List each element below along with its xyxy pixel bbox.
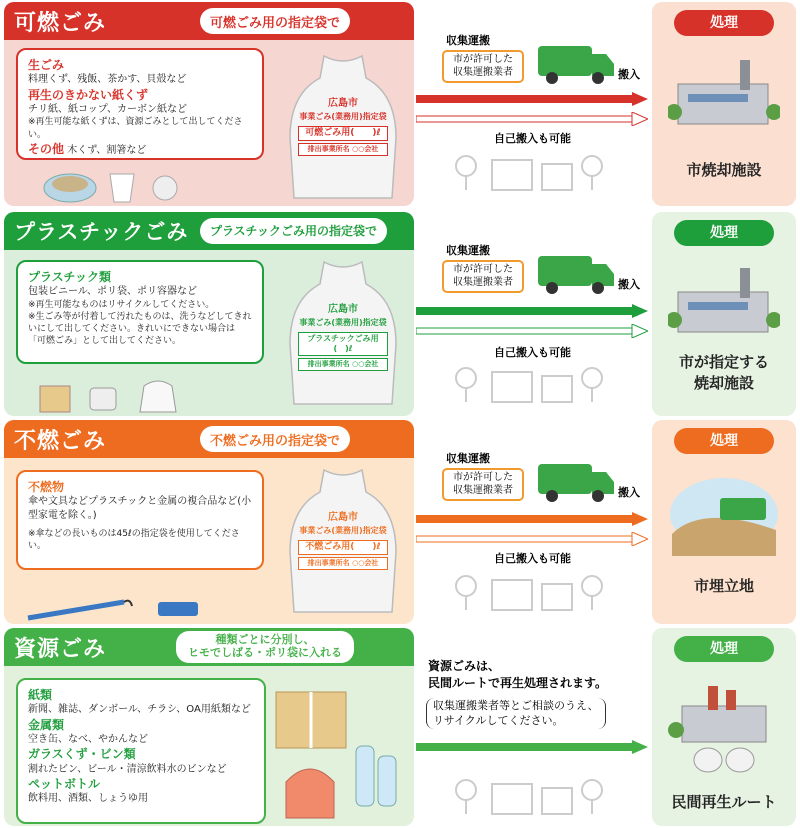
resource-route-note: 収集運搬業者等とご相談のうえ、 リサイクルしてください。 <box>426 698 606 729</box>
noncombustible-bag-note: 不燃ごみ用の指定袋で <box>200 426 350 452</box>
noncombustible-bag <box>284 466 402 616</box>
townscape-icon <box>452 570 632 614</box>
permit-box: 市が許可した 収集運搬業者 <box>442 50 524 83</box>
bag-kind: 不燃ごみ用( )ℓ <box>298 540 388 555</box>
item-note: ※再生可能な紙くずは、資源ごみとして出してください。 <box>28 117 243 140</box>
incinerator-icon <box>668 262 780 338</box>
arrow-right-outline-icon <box>416 532 648 546</box>
bag-city: 広島市 <box>328 98 358 109</box>
combustible-bag-note: 可燃ごみ用の指定袋で <box>200 8 350 34</box>
item-desc: 料理くず、残飯、茶かす、貝殻など <box>28 74 187 86</box>
item-desc: 空き缶、なべ、やかんなど <box>28 733 148 745</box>
combustible-panel <box>4 2 414 206</box>
facility-name: 市が指定する 焼却施設 <box>678 353 769 392</box>
resource-flow <box>416 626 648 828</box>
incinerator-icon <box>668 54 780 130</box>
bag-label <box>298 512 388 570</box>
combustible-title: 可燃ごみ <box>14 11 107 36</box>
townscape-icon <box>452 362 632 406</box>
bag-city: 広島市 <box>328 512 358 523</box>
item-category: ガラスくず・ビン類 <box>28 747 136 762</box>
treatment-label: 処理 <box>674 10 774 36</box>
bag-owner: 排出事業所名 ○○会社 <box>298 358 388 371</box>
item-desc: 木くず、割箸など <box>67 144 147 156</box>
item-note: ※再生可能なものはリサイクルしてください。 <box>28 299 215 310</box>
combustible-header <box>4 2 414 40</box>
bag-type: 事業ごみ(業務用)指定袋 <box>299 317 387 327</box>
transport-label: 収集運搬 <box>446 34 490 47</box>
bag-type: 事業ごみ(業務用)指定袋 <box>299 111 387 121</box>
item-desc: 包装ビニール、ポリ袋、ポリ容器など <box>28 286 197 298</box>
resource-treatment <box>652 628 796 826</box>
arrow-right-icon <box>416 740 648 754</box>
plastic-items-icon <box>34 376 194 416</box>
item-category: プラスチック類 <box>28 270 112 284</box>
item-note: ※傘などの長いものは45ℓの指定袋を使用してください。 <box>28 529 240 552</box>
self-carry-label: 自己搬入も可能 <box>494 346 571 359</box>
plastic-header <box>4 212 414 250</box>
plastic-bag <box>284 258 402 408</box>
plastic-panel <box>4 212 414 416</box>
bag-kind: 可燃ごみ用( )ℓ <box>298 126 388 141</box>
plastic-bag-note: プラスチックごみ用の指定袋で <box>200 218 387 244</box>
garbage-truck-icon <box>536 458 616 504</box>
arrow-right-icon <box>416 92 648 106</box>
garbage-truck-icon <box>536 40 616 86</box>
noncombustible-treatment <box>652 420 796 624</box>
noncombustible-title: 不燃ごみ <box>14 429 107 454</box>
noncombustible-header <box>4 420 414 458</box>
item-category: その他 <box>28 141 65 156</box>
carry-in-label: 搬入 <box>618 486 640 499</box>
section-plastic <box>0 210 800 418</box>
item-category: 金属類 <box>28 717 65 732</box>
townscape-icon <box>452 150 632 194</box>
plastic-treatment <box>652 212 796 416</box>
treatment-label: 処理 <box>674 220 774 246</box>
transport-label: 収集運搬 <box>446 244 490 257</box>
noncombustible-items-bubble <box>16 470 264 570</box>
recyclables-icon <box>266 686 406 826</box>
item-category: ペットボトル <box>28 777 101 792</box>
item-category: 生ごみ <box>28 58 65 72</box>
townscape-icon <box>452 774 632 818</box>
item-category: 再生のきかない紙くず <box>28 87 149 102</box>
plastic-flow <box>416 210 648 418</box>
self-carry-label: 自己搬入も可能 <box>494 552 571 565</box>
landfill-icon <box>668 474 780 560</box>
bag-owner: 排出事業所名 ○○会社 <box>298 143 388 156</box>
resource-header <box>4 628 414 666</box>
resource-items-bubble <box>16 678 266 824</box>
food-waste-icon <box>40 166 200 206</box>
recycling-plant-icon <box>668 680 780 776</box>
carry-in-label: 搬入 <box>618 278 640 291</box>
item-category: 紙類 <box>28 688 53 702</box>
item-desc: 新聞、雑誌、ダンボール、チラシ、OA用紙類など <box>28 704 251 716</box>
item-category: 不燃物 <box>28 480 65 494</box>
combustible-items-bubble <box>16 48 264 160</box>
item-note: ※生ごみ等が付着して汚れたものは、洗うなどしてきれいにして出してください。きれいにできない場合は「可燃ごみ」として出してください。 <box>28 311 252 347</box>
resource-title: 資源ごみ <box>14 637 107 662</box>
combustible-flow <box>416 0 648 210</box>
treatment-label: 処理 <box>674 428 774 454</box>
permit-box: 市が許可した 収集運搬業者 <box>442 260 524 293</box>
bag-type: 事業ごみ(業務用)指定袋 <box>299 525 387 535</box>
resource-bag-note: 種類ごとに分別し、 ヒモでしばる・ポリ袋に入れる <box>176 631 354 663</box>
bag-label <box>298 304 388 371</box>
carry-in-label: 搬入 <box>618 68 640 81</box>
bag-label <box>298 98 388 156</box>
item-desc: チリ紙、紙コップ、カーボン紙など <box>28 103 187 115</box>
item-desc: 割れたビン、ビール・清涼飲料水のビンなど <box>28 763 227 775</box>
arrow-right-outline-icon <box>416 324 648 338</box>
self-carry-label: 自己搬入も可能 <box>494 132 571 145</box>
bag-kind: プラスチックごみ用( )ℓ <box>298 332 388 356</box>
section-resource <box>0 626 800 828</box>
noncombustible-flow <box>416 418 648 626</box>
item-desc: 傘や文具などプラスチックと金属の複合品など(小型家電を除く。) <box>28 496 252 521</box>
bag-owner: 排出事業所名 ○○会社 <box>298 557 388 570</box>
resource-panel <box>4 628 414 826</box>
plastic-items-bubble <box>16 260 264 364</box>
treatment-label: 処理 <box>674 636 774 662</box>
arrow-right-icon <box>416 304 648 318</box>
bag-city: 広島市 <box>328 304 358 315</box>
umbrella-stapler-icon <box>24 588 224 624</box>
arrow-right-icon <box>416 512 648 526</box>
transport-label: 収集運搬 <box>446 452 490 465</box>
item-desc: 飲料用、酒類、しょうゆ用 <box>28 793 148 805</box>
facility-name: 民間再生ルート <box>671 793 777 811</box>
combustible-bag <box>284 52 402 202</box>
plastic-title: プラスチックごみ <box>14 220 189 244</box>
section-combustible <box>0 0 800 210</box>
combustible-treatment <box>652 2 796 206</box>
garbage-truck-icon <box>536 250 616 296</box>
permit-box: 市が許可した 収集運搬業者 <box>442 468 524 501</box>
facility-name: 市埋立地 <box>693 577 754 595</box>
facility-name: 市焼却施設 <box>686 161 762 179</box>
arrow-right-outline-icon <box>416 112 648 126</box>
noncombustible-panel <box>4 420 414 624</box>
section-noncombustible <box>0 418 800 626</box>
resource-route-title: 資源ごみは、 民間ルートで再生処理されます。 <box>428 659 608 690</box>
